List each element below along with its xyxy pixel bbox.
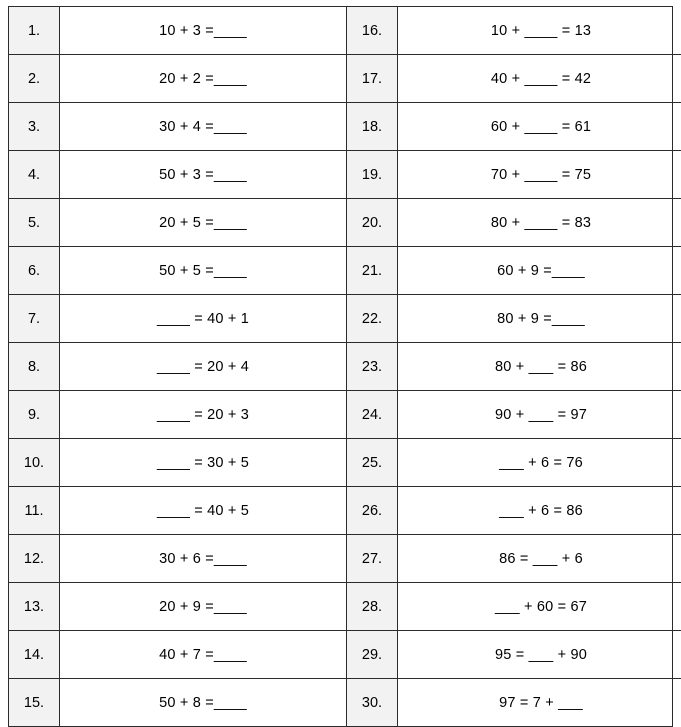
problem-expression: ___ + 6 = 86 xyxy=(398,487,681,535)
table-row xyxy=(9,295,681,343)
problem-number: 2. xyxy=(9,55,60,103)
table-row xyxy=(9,55,681,103)
problem-number: 25. xyxy=(347,439,398,487)
problem-expression: 70 + ____ = 75 xyxy=(398,151,681,199)
problem-number: 26. xyxy=(347,487,398,535)
problem-number: 6. xyxy=(9,247,60,295)
problem-expression: 20 + 2 =____ xyxy=(60,55,347,103)
problem-number: 20. xyxy=(347,199,398,247)
problem-expression: 86 = ___ + 6 xyxy=(398,535,681,583)
problem-expression: 60 + ____ = 61 xyxy=(398,103,681,151)
problem-number: 21. xyxy=(347,247,398,295)
problem-number: 28. xyxy=(347,583,398,631)
problem-expression: 90 + ___ = 97 xyxy=(398,391,681,439)
problem-expression: 60 + 9 =____ xyxy=(398,247,681,295)
table-row xyxy=(9,151,681,199)
problem-expression: 40 + 7 =____ xyxy=(60,631,347,679)
problem-number: 12. xyxy=(9,535,60,583)
problem-number: 29. xyxy=(347,631,398,679)
problem-expression: ____ = 30 + 5 xyxy=(60,439,347,487)
problem-number: 11. xyxy=(9,487,60,535)
problem-expression: ___ + 60 = 67 xyxy=(398,583,681,631)
problem-expression: 50 + 3 =____ xyxy=(60,151,347,199)
table-row xyxy=(9,247,681,295)
table-row xyxy=(9,631,681,679)
table-row xyxy=(9,343,681,391)
problem-expression: 20 + 5 =____ xyxy=(60,199,347,247)
problem-expression: 97 = 7 + ___ xyxy=(398,679,681,727)
table-row xyxy=(9,391,681,439)
problem-expression: 30 + 6 =____ xyxy=(60,535,347,583)
table-row xyxy=(9,487,681,535)
problem-expression: 10 + ____ = 13 xyxy=(398,7,681,55)
table-row xyxy=(9,535,681,583)
problem-expression: 50 + 8 =____ xyxy=(60,679,347,727)
problem-expression: 30 + 4 =____ xyxy=(60,103,347,151)
problem-number: 23. xyxy=(347,343,398,391)
problem-expression: ____ = 20 + 4 xyxy=(60,343,347,391)
table-row xyxy=(9,7,681,55)
problem-number: 10. xyxy=(9,439,60,487)
problem-expression: 80 + 9 =____ xyxy=(398,295,681,343)
problem-number: 7. xyxy=(9,295,60,343)
table-row xyxy=(9,199,681,247)
problem-expression: 20 + 9 =____ xyxy=(60,583,347,631)
problem-number: 13. xyxy=(9,583,60,631)
problem-expression: ____ = 40 + 5 xyxy=(60,487,347,535)
problem-number: 4. xyxy=(9,151,60,199)
problem-expression: 95 = ___ + 90 xyxy=(398,631,681,679)
problem-expression: ___ + 6 = 76 xyxy=(398,439,681,487)
problem-expression: ____ = 40 + 1 xyxy=(60,295,347,343)
table-row xyxy=(9,103,681,151)
problem-number: 14. xyxy=(9,631,60,679)
table-row xyxy=(9,679,681,727)
problem-number: 22. xyxy=(347,295,398,343)
problem-number: 15. xyxy=(9,679,60,727)
problem-number: 17. xyxy=(347,55,398,103)
problem-expression: 50 + 5 =____ xyxy=(60,247,347,295)
problem-expression: 80 + ___ = 86 xyxy=(398,343,681,391)
problem-number: 16. xyxy=(347,7,398,55)
problem-expression: 40 + ____ = 42 xyxy=(398,55,681,103)
problem-number: 27. xyxy=(347,535,398,583)
problems-table-body xyxy=(9,7,681,726)
problem-number: 30. xyxy=(347,679,398,727)
problem-number: 9. xyxy=(9,391,60,439)
problem-number: 19. xyxy=(347,151,398,199)
problem-number: 5. xyxy=(9,199,60,247)
problem-number: 8. xyxy=(9,343,60,391)
problem-number: 18. xyxy=(347,103,398,151)
problem-expression: ____ = 20 + 3 xyxy=(60,391,347,439)
problem-number: 1. xyxy=(9,7,60,55)
worksheet-container xyxy=(8,6,673,727)
problem-number: 24. xyxy=(347,391,398,439)
problem-number: 3. xyxy=(9,103,60,151)
problem-expression: 80 + ____ = 83 xyxy=(398,199,681,247)
table-row xyxy=(9,583,681,631)
problem-expression: 10 + 3 =____ xyxy=(60,7,347,55)
table-row xyxy=(9,439,681,487)
problems-table xyxy=(9,7,681,726)
